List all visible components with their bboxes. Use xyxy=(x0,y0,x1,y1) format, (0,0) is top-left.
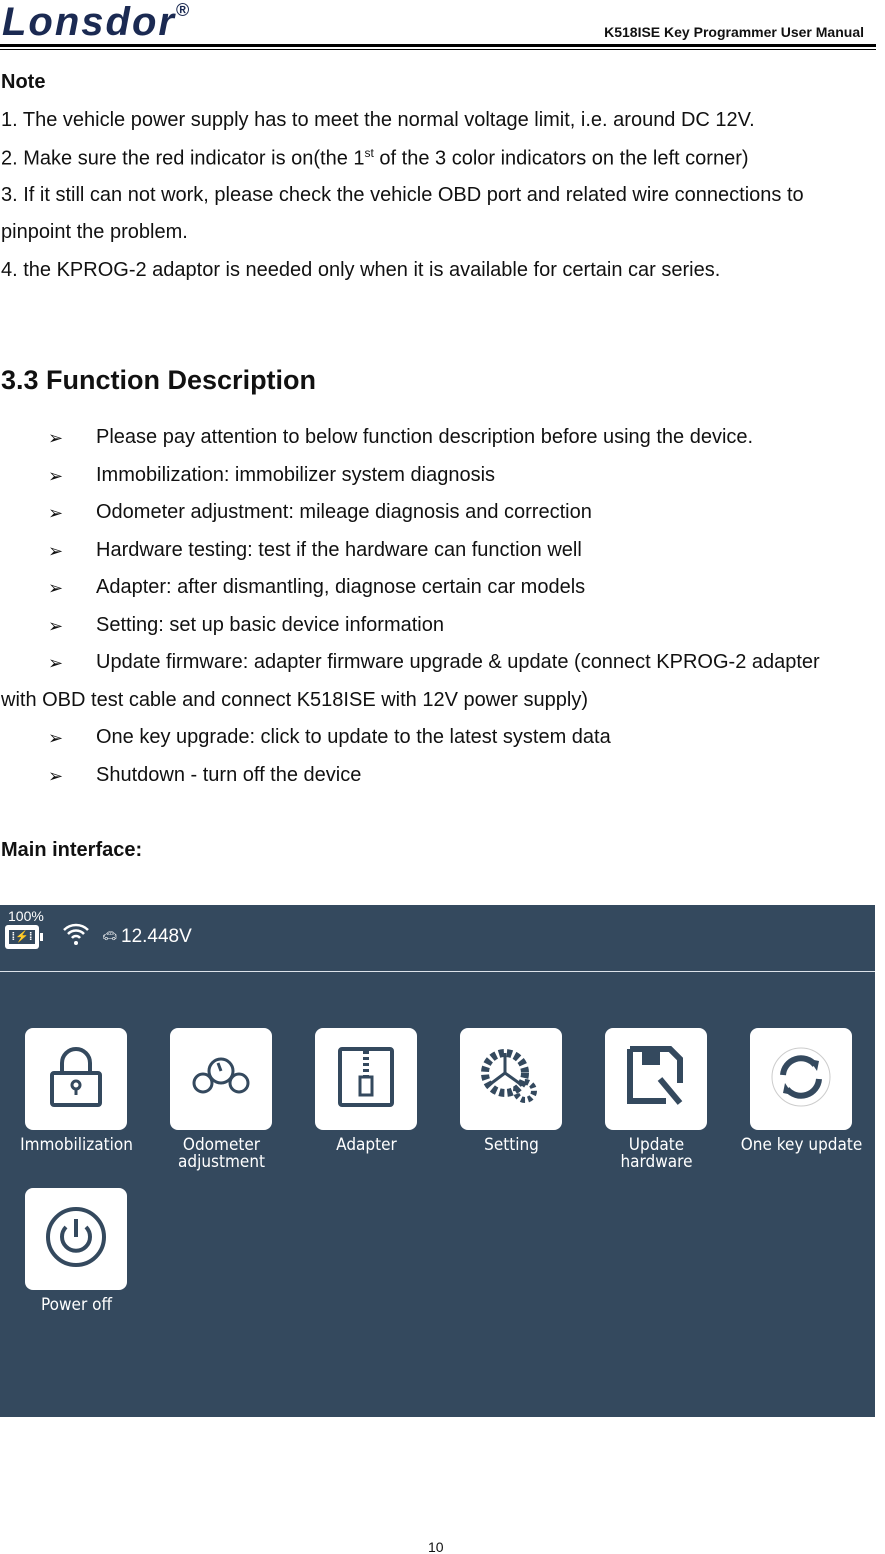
odometer-icon xyxy=(189,1045,253,1114)
adapter-icon xyxy=(334,1045,398,1114)
bullet-arrow-icon: ➢ xyxy=(48,466,64,486)
app-label-line: adjustment xyxy=(177,1152,266,1172)
bullet-item: with OBD test cable and connect K518ISE with 12V power supply) xyxy=(1,689,588,711)
bullet-item: Immobilization: immobilizer system diagnosis xyxy=(96,464,496,486)
bullet-arrow-icon: ➢ xyxy=(48,653,64,673)
app-label-line: Odometer xyxy=(182,1135,261,1155)
app-label[interactable] xyxy=(591,1137,722,1171)
app-label-line: Power off xyxy=(40,1295,113,1315)
note-item: 1. The vehicle power supply has to meet the normal voltage limit, i.e. around DC 12V. xyxy=(1,109,755,131)
app-label-line: Update xyxy=(628,1135,685,1155)
car-icon: 🚗︎ xyxy=(102,929,118,943)
app-setting-button[interactable] xyxy=(460,1028,562,1130)
app-label-line: Adapter xyxy=(336,1135,397,1155)
update-hardware-icon xyxy=(624,1045,688,1114)
page-number: 10 xyxy=(428,1539,444,1554)
bullet-arrow-icon: ➢ xyxy=(48,728,64,748)
note-item: 4. the KPROG-2 adaptor is needed only when it is available for certain car series. xyxy=(1,259,721,281)
app-label[interactable] xyxy=(11,1137,142,1154)
app-adapter-button[interactable] xyxy=(315,1028,417,1130)
header-rule-thin xyxy=(0,49,876,50)
bullet-item: Hardware testing: test if the hardware can function well xyxy=(96,539,582,561)
bullet-arrow-icon: ➢ xyxy=(48,541,64,561)
note-title: Note xyxy=(1,71,46,93)
bullet-item: Update firmware: adapter firmware upgrade & update (connect KPROG-2 adapter xyxy=(96,651,820,673)
app-one-key-update-button[interactable] xyxy=(750,1028,852,1130)
battery-percent: 100% xyxy=(8,908,44,924)
battery-icon: ⁞⚡⁞ xyxy=(5,925,39,949)
bullet-arrow-icon: ➢ xyxy=(48,578,64,598)
app-odometer-button[interactable] xyxy=(170,1028,272,1130)
immobilization-icon xyxy=(44,1045,108,1114)
device-screenshot xyxy=(0,905,875,1417)
bullet-item: One key upgrade: click to update to the latest system data xyxy=(96,726,611,748)
app-label[interactable] xyxy=(301,1137,432,1154)
app-label-line: Setting xyxy=(484,1135,539,1155)
bullet-item: Odometer adjustment: mileage diagnosis and correction xyxy=(96,501,592,523)
bullet-arrow-icon: ➢ xyxy=(48,503,64,523)
bullet-arrow-icon: ➢ xyxy=(48,616,64,636)
note-item: 2. Make sure the red indicator is on(the 1st of the 3 color indicators on the left corner) xyxy=(1,146,749,170)
app-label[interactable] xyxy=(736,1137,867,1154)
bullet-item: Setting: set up basic device information xyxy=(96,614,444,636)
bullet-arrow-icon: ➢ xyxy=(48,766,64,786)
app-label-line: One key update xyxy=(740,1135,863,1155)
voltage-readout: 12.448V xyxy=(121,926,192,947)
power-off-icon xyxy=(44,1205,108,1274)
bullet-item: Shutdown - turn off the device xyxy=(96,764,362,786)
app-label[interactable] xyxy=(11,1297,142,1314)
note-item: pinpoint the problem. xyxy=(1,221,188,243)
main-interface-label: Main interface: xyxy=(1,839,143,861)
section-title: 3.3 Function Description xyxy=(1,365,317,395)
one-key-update-icon xyxy=(769,1045,833,1114)
bullet-item: Adapter: after dismantling, diagnose certain car models xyxy=(96,576,586,598)
app-label-line: hardware xyxy=(620,1152,693,1172)
app-update-hardware-button[interactable] xyxy=(605,1028,707,1130)
header-title: K518ISE Key Programmer User Manual xyxy=(604,24,864,40)
wifi-icon xyxy=(62,921,90,954)
lonsdor-logo: Lonsdor® xyxy=(2,0,192,44)
setting-icon xyxy=(479,1045,543,1114)
app-label[interactable] xyxy=(156,1137,287,1171)
bullet-arrow-icon: ➢ xyxy=(48,428,64,448)
app-label-line: Immobilization xyxy=(20,1135,133,1155)
status-bar-divider xyxy=(0,971,875,972)
note-item: 3. If it still can not work, please check the vehicle OBD port and related wire connections to xyxy=(1,184,804,206)
app-power-off-button[interactable] xyxy=(25,1188,127,1290)
app-immobilization-button[interactable] xyxy=(25,1028,127,1130)
app-label[interactable] xyxy=(446,1137,577,1154)
header-rule xyxy=(0,44,876,47)
bullet-item: Please pay attention to below function description before using the device. xyxy=(96,426,754,448)
